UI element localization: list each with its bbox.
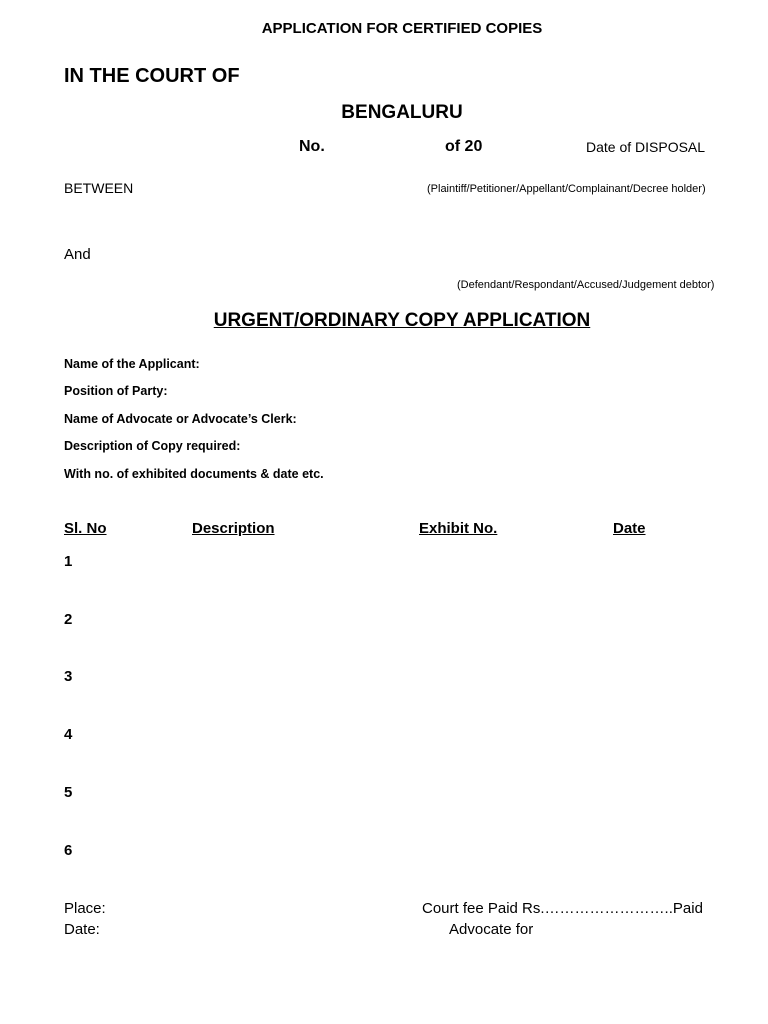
table-row-number: 1 (64, 553, 73, 570)
field-party-position: Position of Party: (64, 384, 168, 398)
column-header-sl-no: Sl. No (64, 520, 107, 537)
between-label: BETWEEN (64, 180, 134, 196)
date-label: Date: (64, 921, 100, 938)
table-row-number: 3 (64, 668, 73, 685)
court-city: BENGALURU (341, 102, 463, 123)
field-applicant-name: Name of the Applicant: (64, 357, 200, 371)
plaintiff-caption: (Plaintiff/Petitioner/Appellant/Complainant/Decree holder) (427, 183, 706, 195)
table-row-number: 2 (64, 611, 73, 628)
court-label: IN THE COURT OF (64, 65, 240, 87)
case-number-label: No. (299, 138, 325, 155)
application-heading (0, 311, 768, 330)
table-row-number: 5 (64, 784, 73, 801)
column-header-exhibit-no: Exhibit No. (419, 520, 498, 537)
application-heading-text: URGENT/ORDINARY COPY APPLICATION (213, 310, 591, 331)
column-header-date: Date (613, 520, 646, 537)
and-label: And (64, 246, 91, 263)
field-exhibited-documents: With no. of exhibited documents & date etc. (64, 467, 324, 481)
disposal-date-label: Date of DISPOSAL (586, 139, 706, 155)
place-label: Place: (64, 900, 106, 917)
field-advocate-name: Name of Advocate or Advocate’s Clerk: (64, 412, 297, 426)
case-year-label: of 20 (445, 138, 483, 155)
court-fee-label: Court fee Paid Rs.……………………..Paid (422, 900, 703, 917)
column-header-description: Description (192, 520, 275, 537)
table-row-number: 4 (64, 726, 73, 743)
table-row-number: 6 (64, 842, 73, 859)
document-title: APPLICATION FOR CERTIFIED COPIES (261, 20, 543, 37)
field-copy-description: Description of Copy required: (64, 439, 241, 453)
advocate-for-label: Advocate for (449, 921, 534, 938)
defendant-caption: (Defendant/Respondant/Accused/Judgement debtor) (457, 279, 715, 291)
